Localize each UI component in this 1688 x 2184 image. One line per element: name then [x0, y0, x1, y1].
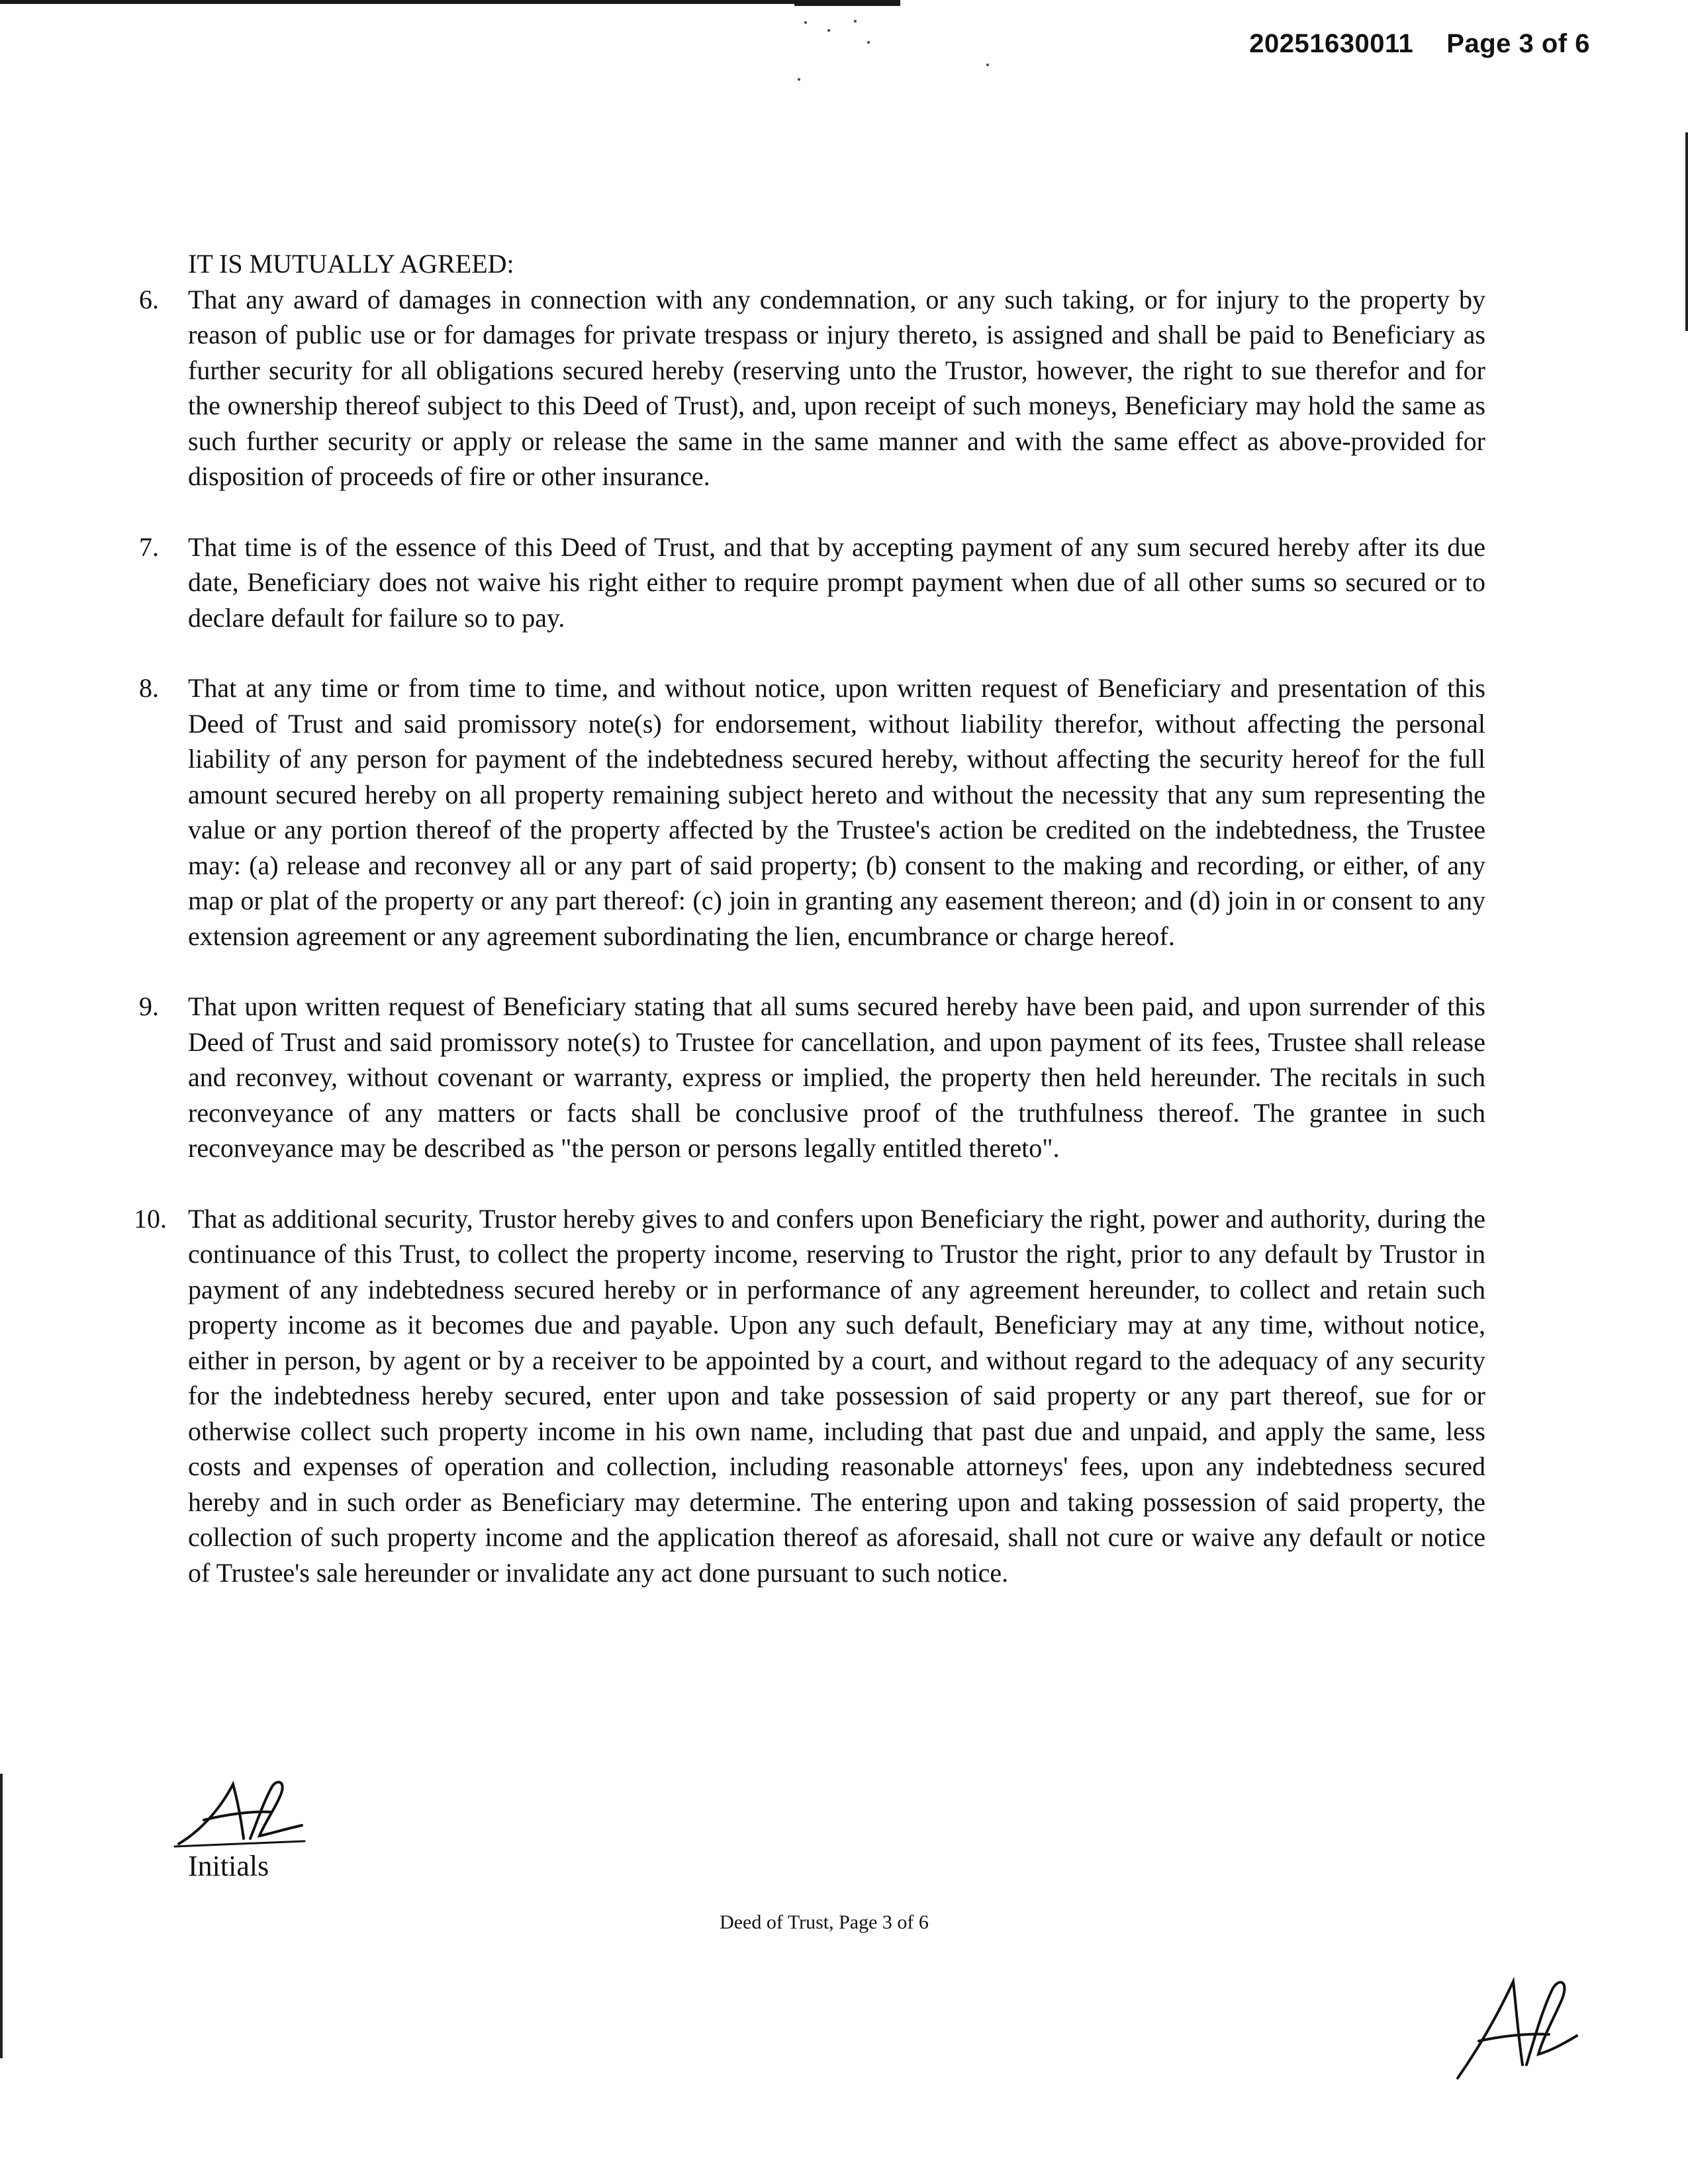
- clause-7: [139, 529, 1485, 636]
- clause-number: 7.: [139, 531, 159, 562]
- scan-speck: [867, 41, 870, 44]
- clause-number: 9.: [139, 991, 159, 1021]
- scan-edge-mark: [1685, 132, 1688, 331]
- recording-header: [1249, 29, 1590, 59]
- initials-label: Initials: [188, 1850, 269, 1882]
- corner-initials: [1450, 1972, 1582, 2088]
- clause-9: [139, 989, 1485, 1166]
- clause-text: That at any time or from time to time, and without notice, upon written request of Beneficiary and presentation of this Deed of Trust and said promissory note(s) for endorsement, without liability therefor, without affecting the personal liability of any person for payment of the indebtedness secured hereby, without affecting the security hereof for the full amount secured hereby on all property remaining subject hereto and without the necessity that any sum representing the value or any portion thereof of the property affected by the Trustee's action be credited on the indebtedness, the Trustee may: (a) release and reconvey all or any part of said property; (b) consent to the making and recording, or either, of any map or plat of the property or any part thereof: (c) join in granting any easement thereon; and (d) join in or consent to any extension agreement or any agreement subordinating the lien, encumbrance or charge hereof.: [188, 673, 1485, 951]
- clause-6: [139, 282, 1485, 494]
- document-body: [134, 246, 1485, 1625]
- clause-text: That as additional security, Trustor hereby gives to and confers upon Beneficiary the right, power and authority, during the continuance of this Trust, to collect the property income, reserving to Trustor the right, prior to any default by Trustor in payment of any indebtedness secured hereby or in performance of any agreement hereunder, to collect and retain such property income as it becomes due and payable. Upon any such default, Beneficiary may at any time, without notice, either in person, by agent or by a receiver to be appointed by a court, and without regard to the adequacy of any security for the indebtedness hereby secured, enter upon and take possession of said property or any part thereof, sue for or otherwise collect such property income in his own name, including that past due and unpaid, and apply the same, less costs and expenses of operation and collection, including reasonable attorneys' fees, upon any indebtedness secured hereby and in such order as Beneficiary may determine. The entering upon and taking possession of said property, the collection of such property income and the application thereof as aforesaid, shall not cure or waive any default or notice of Trustee's sale hereunder or invalidate any act done pursuant to such notice.: [188, 1203, 1485, 1588]
- scan-speck: [986, 64, 989, 66]
- footer-text: Deed of Trust, Page 3 of 6: [720, 1911, 929, 1933]
- initials-block: [172, 1772, 318, 1891]
- clause-8: [139, 670, 1485, 954]
- section-heading: IT IS MUTUALLY AGREED:: [188, 249, 514, 279]
- page-indicator: Page 3 of 6: [1446, 29, 1590, 58]
- clause-text: That any award of damages in connection with any condemnation, or any such taking, or for injury to the property by reason of public use or for damages for private trespass or injury thereto, is assigned and shall be paid to Beneficiary as further security for all obligations secured hereby (reserving unto the Trustor, however, the right to sue therefor and for the ownership thereof subject to this Deed of Trust), and, upon receipt of such moneys, Beneficiary may hold the same as such further security or apply or release the same in the same manner and with the same effect as above-provided for disposition of proceeds of fire or other insurance.: [188, 284, 1485, 491]
- scan-speck: [854, 20, 857, 23]
- page-footer: [0, 1911, 1688, 1934]
- document-number: 20251630011: [1249, 29, 1414, 58]
- clause-text: That upon written request of Beneficiary stating that all sums secured hereby have been paid, and upon surrender of this Deed of Trust and said promissory note(s) to Trustee for cancellation, and upon payment of its fees, Trustee shall release and reconvey, without covenant or warranty, express or implied, the property then held hereunder. The recitals in such reconveyance of any matters or facts shall be conclusive proof of the truthfulness thereof. The grantee in such reconveyance may be described as "the person or persons legally entitled thereto".: [188, 991, 1485, 1163]
- scan-top-border-tail: [794, 4, 900, 6]
- clause-10: [134, 1201, 1485, 1591]
- clause-number: 10.: [134, 1203, 167, 1234]
- scan-speck: [804, 21, 807, 24]
- initials-signature-icon: [172, 1772, 318, 1858]
- clause-number: 8.: [139, 673, 159, 703]
- scan-speck: [827, 29, 830, 32]
- clause-text: That time is of the essence of this Deed of Trust, and that by accepting payment of any sum secured hereby after its due date, Beneficiary does not waive his right either to require prompt payment when due of all other sums so secured or to declare default for failure so to pay.: [188, 531, 1485, 633]
- corner-signature-icon: [1450, 1972, 1582, 2085]
- clause-number: 6.: [139, 284, 159, 314]
- scan-top-border: [0, 0, 900, 4]
- scan-speck: [798, 78, 800, 81]
